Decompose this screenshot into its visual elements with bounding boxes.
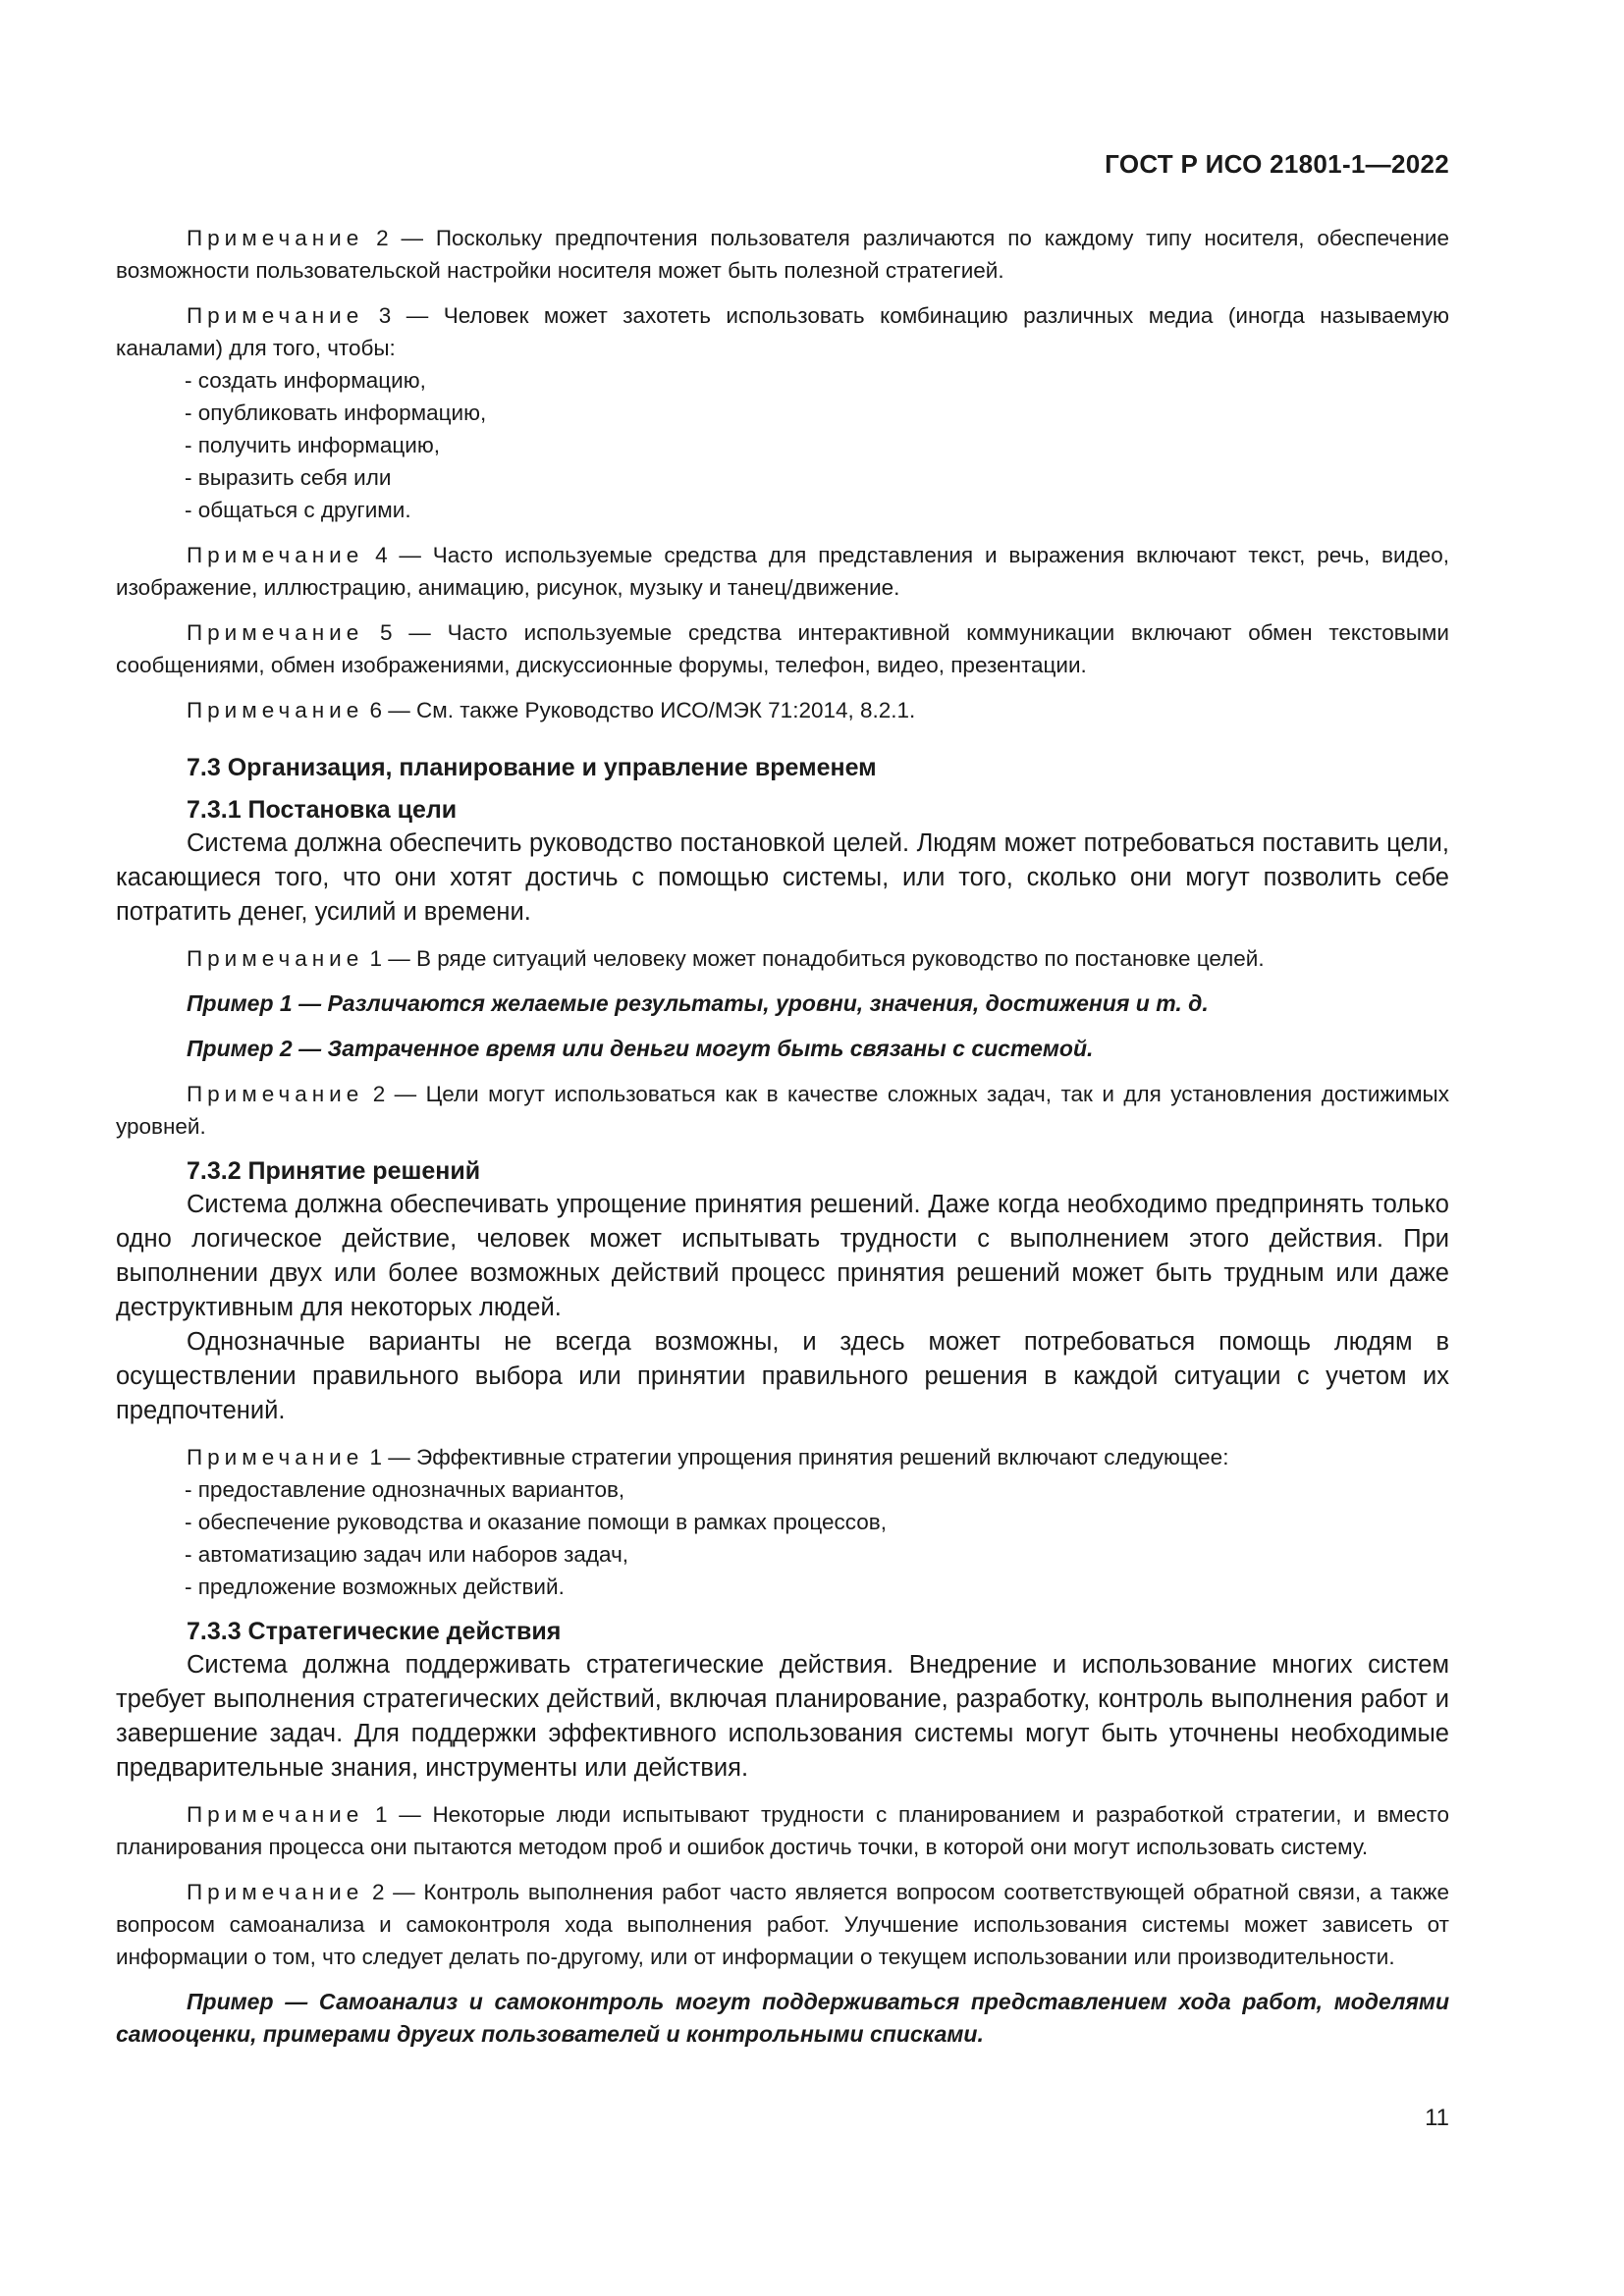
list-item: - предоставление однозначных вариантов, [185,1477,625,1502]
example-paragraph: Пример — Самоанализ и самоконтроль могут поддерживаться представлением хода работ, моделями самооценки, примерами других пользователей и контрольными списками. [116,1989,1449,2047]
example-number: 2 [279,1036,293,1061]
list-item: - обеспечение руководства и оказание помощи в рамках процессов, [185,1510,888,1534]
document-id: ГОСТ Р ИСО 21801-1—2022 [1105,149,1449,179]
note-number: 2 [371,1880,385,1904]
list-item: - опубликовать информацию, [185,400,487,425]
note-paragraph: Примечание 6 — См. также Руководство ИСО/МЭК 71:2014, 8.2.1. [187,698,916,722]
list-item: - автоматизацию задач или наборов задач, [185,1542,629,1567]
note-label: Примечание [187,1082,364,1106]
note-label: Примечание [187,543,364,567]
note-number: 3 [378,303,392,328]
note-label: Примечание [187,1880,364,1904]
example-text: Самоанализ и самоконтроль могут поддерживаться представлением хода работ, моделями самооценки, примерами других пользователей и контрольными списками. [116,1989,1449,2047]
note-number: 6 [369,698,383,722]
note-paragraph: Примечание 2 — Контроль выполнения работ часто является вопросом соответствующей обратной связи, а также вопросом самоанализа и самоконтроля хода выполнения работ. Улучшение использования системы может зависеть от информации о том, что следует делать по-другому, или от информации о текущем использовании или производительности. [116,1880,1449,1969]
note-text: Поскольку предпочтения пользователя различаются по каждому типу носителя, обеспечение возможности пользовательской настройки носителя может быть полезной стратегией. [116,226,1449,283]
note-text: Человек может захотеть использовать комбинацию различных медиа (иногда называемую каналами) для того, чтобы: [116,303,1449,360]
note-label: Примечание [187,620,364,645]
note-text: См. также Руководство ИСО/МЭК 71:2014, 8.2.1. [416,698,916,722]
note-paragraph: Примечание 2 — Цели могут использоваться как в качестве сложных задач, так и для установления достижимых уровней. [116,1082,1449,1139]
subsection-heading: 7.3.1 Постановка цели [187,796,458,824]
note-text: Некоторые люди испытывают трудности с планированием и разработкой стратегии, и вместо планирования процесса они пытаются методом проб и ошибок достичь точки, в которой они могут использовать систему. [116,1802,1449,1859]
example-paragraph: Пример 2 — Затраченное время или деньги могут быть связаны с системой. [187,1036,1094,1061]
note-number: 1 [369,946,383,971]
example-text: Различаются желаемые результаты, уровни, значения, достижения и т. д. [327,990,1209,1016]
body-paragraph: Система должна обеспечить руководство постановкой целей. Людям может потребоваться поставить цели, касающиеся того, что они хотят достичь с помощью системы, или того, сколько они могут позволить себе потратить денег, усилий и времени. [116,829,1449,926]
body-paragraph: Система должна поддерживать стратегические действия. Внедрение и использование многих систем требует выполнения стратегических действий, включая планирование, разработку, контроль выполнения работ и завершение задач. Для поддержки эффективного использования системы могут быть уточнены необходимые предварительные знания, инструменты или действия. [116,1651,1449,1782]
example-paragraph: Пример 1 — Различаются желаемые результаты, уровни, значения, достижения и т. д. [187,990,1209,1016]
list-item: - общаться с другими. [185,498,411,522]
note-paragraph: Примечание 4 — Часто используемые средства для представления и выражения включают текст, речь, видео, изображение, иллюстрацию, анимацию, рисунок, музыку и танец/движение. [116,543,1449,600]
list-item: - получить информацию, [185,433,440,457]
note-label: Примечание [187,1802,364,1827]
note-label: Примечание [187,303,364,328]
note-paragraph: Примечание 1 — Некоторые люди испытывают трудности с планированием и разработкой стратегии, и вместо планирования процесса они пытаются методом проб и ошибок достичь точки, в которой они могут использовать систему. [116,1802,1449,1859]
note-label: Примечание [187,698,364,722]
note-text: Часто используемые средства для представления и выражения включают текст, речь, видео, изображение, иллюстрацию, анимацию, рисунок, музыку и танец/движение. [116,543,1449,600]
subsection-heading: 7.3.3 Стратегические действия [187,1618,562,1645]
example-text: Затраченное время или деньги могут быть связаны с системой. [327,1036,1094,1061]
note-text: Часто используемые средства интерактивной коммуникации включают обмен текстовыми сообщениями, обмен изображениями, дискуссионные форумы, телефон, видео, презентации. [116,620,1449,677]
example-label: Пример [187,990,274,1016]
bullet-list [185,1473,1449,1603]
example-number: 1 [279,990,293,1016]
note-label: Примечание [187,226,364,250]
note-number: 2 [376,226,389,250]
note-number: 2 [372,1082,386,1106]
note-number: 1 [374,1802,388,1827]
note-text: Цели могут использоваться как в качестве сложных задач, так и для установления достижимых уровней. [116,1082,1449,1139]
note-number: 1 [369,1445,383,1469]
note-number: 4 [375,543,388,567]
note-paragraph: Примечание 1 — Эффективные стратегии упрощения принятия решений включают следующее: [187,1445,1229,1469]
list-item: - создать информацию, [185,368,426,393]
section-heading: 7.3 Организация, планирование и управление временем [187,754,877,781]
example-label: Пример [187,1989,274,2014]
note-text: В ряде ситуаций человеку может понадобиться руководство по постановке целей. [416,946,1265,971]
note-paragraph: Примечание 2 — Поскольку предпочтения пользователя различаются по каждому типу носителя, обеспечение возможности пользовательской настройки носителя может быть полезной стратегией. [116,226,1449,283]
note-label: Примечание [187,1445,364,1469]
note-paragraph: Примечание 5 — Часто используемые средства интерактивной коммуникации включают обмен текстовыми сообщениями, обмен изображениями, дискуссионные форумы, телефон, видео, презентации. [116,620,1449,677]
note-paragraph: Примечание 3 — Человек может захотеть использовать комбинацию различных медиа (иногда называемую каналами) для того, чтобы: [116,303,1449,360]
list-item: - предложение возможных действий. [185,1575,565,1599]
note-number: 5 [380,620,393,645]
body-paragraph: Система должна обеспечивать упрощение принятия решений. Даже когда необходимо предпринять только одно логическое действие, человек может испытывать трудности с выполнением этого действия. При выполнении двух или более возможных действий процесс принятия решений может быть трудным или даже деструктивным для некоторых людей. [116,1191,1449,1321]
note-paragraph: Примечание 1 — В ряде ситуаций человеку может понадобиться руководство по постановке целей. [187,946,1265,971]
subsection-heading: 7.3.2 Принятие решений [187,1157,481,1185]
list-item: - выразить себя или [185,465,392,490]
example-label: Пример [187,1036,274,1061]
page-content [116,222,1449,2063]
note-text: Эффективные стратегии упрощения принятия решений включают следующее: [416,1445,1229,1469]
page-number: 11 [1425,2105,1449,2131]
body-paragraph: Однозначные варианты не всегда возможны, и здесь может потребоваться помощь людям в осуществлении правильного выбора или принятии правильного решения в каждой ситуации с учетом их предпочтений. [116,1328,1449,1424]
note-label: Примечание [187,946,364,971]
bullet-list [185,364,1449,526]
note-text: Контроль выполнения работ часто является вопросом соответствующей обратной связи, а также вопросом самоанализа и самоконтроля хода выполнения работ. Улучшение использования системы может зависеть от информации о том, что следует делать по-другому, или от информации о текущем использовании или производительности. [116,1880,1449,1969]
